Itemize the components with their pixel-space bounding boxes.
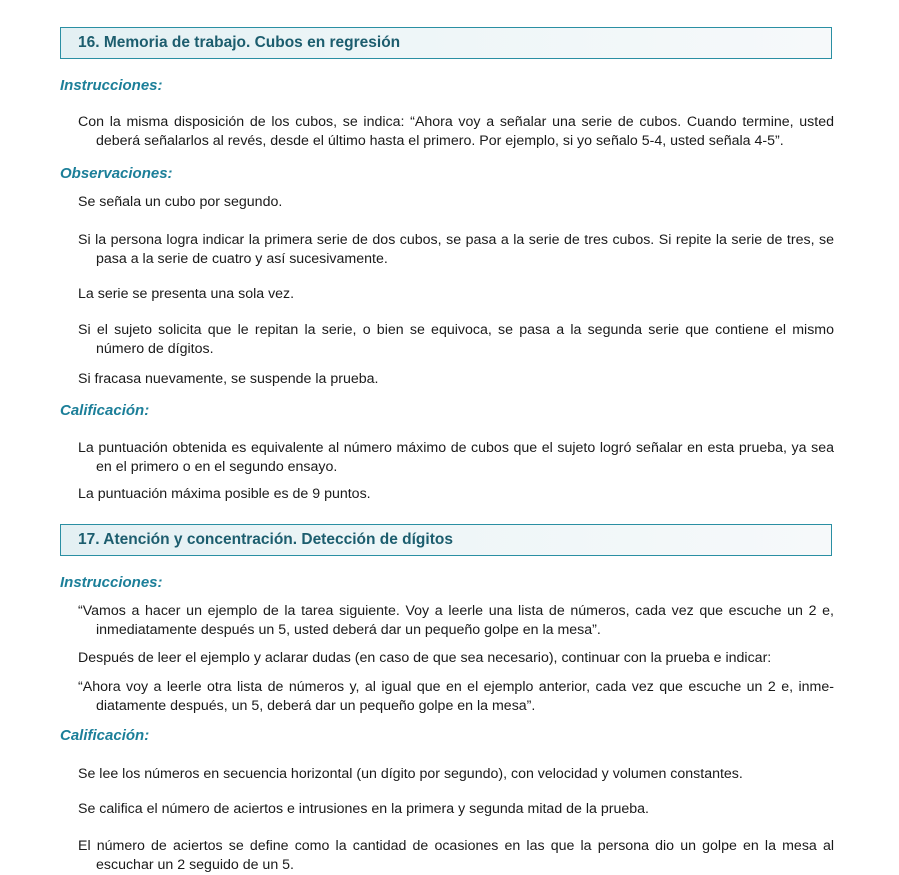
section-17-instructions-heading: Instrucciones: — [60, 574, 163, 591]
scoring-item: Se califica el número de aciertos e intrusiones en la primera y segunda mitad de la prueba. — [78, 801, 649, 817]
observation-item: Si fracasa nuevamente, se suspende la prueba. — [78, 371, 379, 387]
scoring-item: Se lee los números en secuencia horizontal (un dígito por segundo), con velocidad y volumen constantes. — [78, 766, 743, 782]
scoring-item: La puntuación obtenida es equivalente al número máximo de cubos que el sujeto logró señalar en esta prueba, ya sea en el primero o en el segundo ensayo. — [78, 440, 834, 475]
section-17-header — [60, 524, 832, 556]
scoring-item: El número de aciertos se define como la cantidad de ocasiones en las que la persona dio un golpe en la mesa al escuchar un 2 seguido de un 5. — [78, 838, 834, 873]
section-16-observations-heading: Observaciones: — [60, 165, 173, 182]
section-16-title: 16. Memoria de trabajo. Cubos en regresión — [78, 34, 401, 51]
observation-item: La serie se presenta una sola vez. — [78, 286, 295, 302]
section-17-title: 17. Atención y concentración. Detección de dígitos — [78, 531, 453, 548]
observation-item: Se señala un cubo por segundo. — [78, 194, 283, 210]
section-16-instructions-text: Con la misma disposición de los cubos, se indica: “Ahora voy a señalar una serie de cubos. Cuando termine, usted deberá señalarlos al revés, desde el último hasta el primero. Por ejemplo, si yo señalo 5-4, usted señala 4-5”. — [78, 114, 834, 149]
section-16-header — [60, 27, 832, 59]
instruction-item: “Ahora voy a leerle otra lista de números y, al igual que en el ejemplo anterior, cada vez que escuche un 2 e, inme-diatamente después, un 5, deberá dar un pequeño golpe en la mesa”. — [78, 679, 834, 714]
section-16-instructions-heading: Instrucciones: — [60, 77, 163, 94]
observation-item: Si la persona logra indicar la primera serie de dos cubos, se pasa a la serie de tres cubos. Si repite la serie de tres, se pasa a la serie de cuatro y así sucesivamente. — [78, 232, 834, 267]
observation-item: Si el sujeto solicita que le repitan la serie, o bien se equivoca, se pasa a la segunda serie que contiene el mismo número de dígitos. — [78, 322, 834, 357]
instruction-item: “Vamos a hacer un ejemplo de la tarea siguiente. Voy a leerle una lista de números, cada vez que escuche un 2 e, inmediatamente después un 5, usted deberá dar un pequeño golpe en la mesa”. — [78, 603, 834, 638]
instruction-item: Después de leer el ejemplo y aclarar dudas (en caso de que sea necesario), continuar con la prueba e indicar: — [78, 650, 772, 666]
section-17-scoring-heading: Calificación: — [60, 727, 150, 744]
section-16-scoring-heading: Calificación: — [60, 402, 150, 419]
scoring-item: La puntuación máxima posible es de 9 puntos. — [78, 486, 371, 502]
